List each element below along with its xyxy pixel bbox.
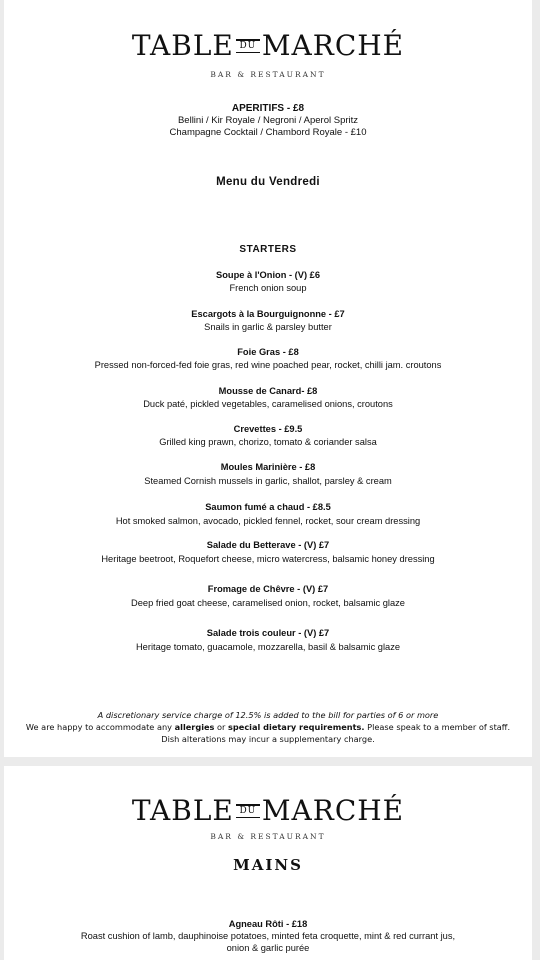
starter-desc: Heritage beetroot, Roquefort cheese, micro watercress, balsamic honey dressing [101,554,435,564]
logo-word-left: TABLE [131,29,234,62]
aperitifs-line-1: Bellini / Kir Royale / Negroni / Aperol Spritz [177,115,359,126]
logo-du-text: DU [239,805,257,816]
menu-page-mains [4,766,532,960]
starter-desc: Steamed Cornish mussels in garlic, shallot, parsley & cream [144,476,392,486]
starter-name: Crevettes - £9.5 [233,424,303,434]
logo-du-mark [234,798,262,824]
starter-name: Moules Marinière - £8 [220,462,316,472]
logo-word-left: TABLE [131,794,234,827]
starters-heading: STARTERS [239,244,297,255]
logo-word-right: MARCHÉ [261,29,405,62]
starter-name: Salade du Betterave - (V) £7 [206,540,330,550]
starter-name: Escargots à la Bourguignonne - £7 [191,309,345,319]
logo-word-right: MARCHÉ [261,794,405,827]
brand-subtitle: BAR & RESTAURANT [210,832,326,841]
starter-desc: Heritage tomato, guacamole, mozzarella, basil & balsamic glaze [135,642,401,652]
starter-desc: Deep fried goat cheese, caramelised onion, rocket, balsamic glaze [131,598,405,608]
main-name: Agneau Rôti - £18 [228,919,308,929]
footer-allergies-note: We are happy to accommodate any allergies or special dietary requirements. Please speak to a member of staff. [25,722,511,732]
footer-service-charge: A discretionary service charge of 12.5% is added to the bill for parties of 6 or more [97,710,439,720]
mains-heading: MAINS [233,856,303,874]
starter-desc: Hot smoked salmon, avocado, pickled fennel, rocket, sour cream dressing [115,516,421,526]
menu-page-starters [4,0,532,757]
aperitifs-line-2: Champagne Cocktail / Chambord Royale - £10 [169,127,367,138]
starter-desc: Snails in garlic & parsley butter [204,322,332,332]
starter-name: Saumon fumé a chaud - £8.5 [205,502,331,512]
logo-du-text: DU [239,40,257,51]
starter-desc: Pressed non-forced-fed foie gras, red wine poached pear, rocket, chilli jam. croutons [94,360,442,370]
logo-du-mark [234,33,262,59]
starter-name: Mousse de Canard- £8 [218,386,318,396]
footer-alterations-note: Dish alterations may incur a supplementary charge. [161,734,375,744]
main-desc-line-1: Roast cushion of lamb, dauphinoise potatoes, minted feta croquette, mint & red currant jus, [80,931,456,941]
starter-name: Soupe à l'Onion - (V) £6 [216,270,320,280]
starter-name: Salade trois couleur - (V) £7 [206,628,330,638]
starter-name: Fromage de Chêvre - (V) £7 [207,584,329,594]
aperitifs-heading: APERITIFS - £8 [231,103,305,114]
starter-desc: Grilled king prawn, chorizo, tomato & coriander salsa [159,437,377,447]
main-desc-line-2: onion & garlic purée [226,943,310,953]
starter-name: Foie Gras - £8 [237,347,299,357]
brand-logo [4,794,532,827]
brand-subtitle: BAR & RESTAURANT [210,70,326,79]
starter-desc: French onion soup [229,283,307,293]
starter-desc: Duck paté, pickled vegetables, caramelised onions, croutons [143,399,393,409]
menu-title: Menu du Vendredi [216,176,320,188]
brand-logo [4,29,532,62]
